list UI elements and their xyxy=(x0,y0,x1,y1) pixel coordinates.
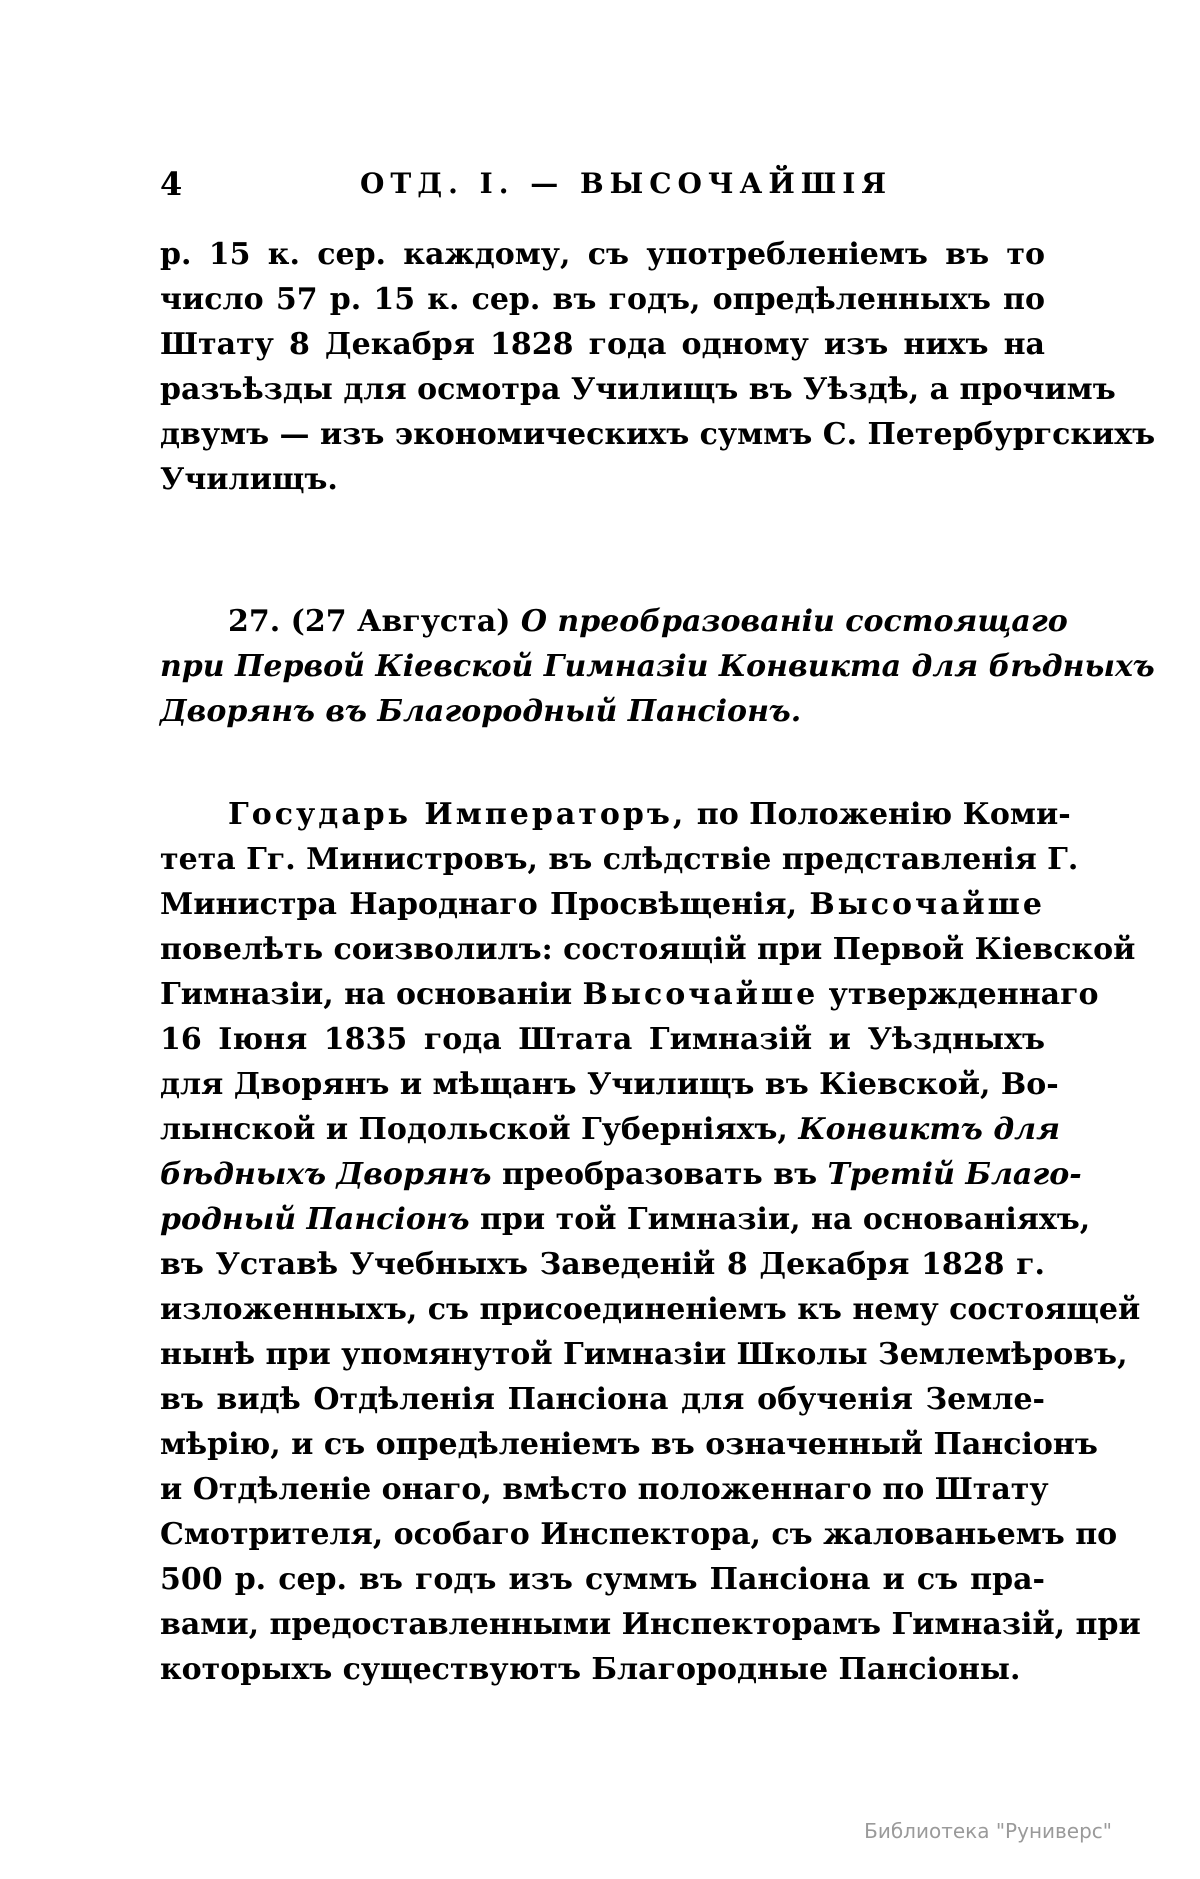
text-line: для Дворянъ и мѣщанъ Училищъ въ Кіевской, Во- xyxy=(160,1067,1059,1102)
text-line: 500 р. сер. въ годъ изъ суммъ Пансіона и съ пра- xyxy=(160,1562,1045,1597)
decree-heading-line-1 xyxy=(160,599,1068,644)
page-number: 4 xyxy=(160,165,183,203)
text-line: которыхъ существуютъ Благородные Пансіоны. xyxy=(160,1652,1021,1687)
decree-body xyxy=(160,792,1141,1692)
decree-number: 27. xyxy=(228,604,281,639)
decree-title-part-2: при Первой Кіевской Гимназіи Конвикта для бѣдныхъ xyxy=(160,649,1155,684)
text-line: мѣрію, и съ опредѣленіемъ въ означенный Пансіонъ xyxy=(160,1427,1098,1462)
page-header xyxy=(160,165,1050,205)
decree-date: (27 Августа) xyxy=(290,604,511,639)
text-line: бѣдныхъ Дворянъ преобразовать въ Третій Благо- xyxy=(160,1157,1082,1192)
library-watermark: Библиотека "Руниверс" xyxy=(864,1819,1112,1843)
text-line: въ Уставѣ Учебныхъ Заведеній 8 Декабря 1828 г. xyxy=(160,1247,1045,1282)
decree-heading xyxy=(160,599,1155,734)
text-line: двумъ — изъ экономическихъ суммъ С. Петербургскихъ xyxy=(160,417,1156,452)
text-line: вами, предоставленными Инспекторамъ Гимназій, при xyxy=(160,1607,1141,1642)
text-line: Смотрителя, особаго Инспектора, съ жалованьемъ по xyxy=(160,1517,1118,1552)
text-line: Гимназіи, на основаніи Высочайше утвержденнаго xyxy=(160,977,1099,1012)
text-line: изложенныхъ, съ присоединеніемъ къ нему состоящей xyxy=(160,1292,1141,1327)
text-line: въ видѣ Отдѣленія Пансіона для обученія Земле- xyxy=(160,1382,1045,1417)
text-line: родный Пансіонъ при той Гимназіи, на основаніяхъ, xyxy=(160,1202,1091,1237)
text-line: Министра Народнаго Просвѣщенія, Высочайше xyxy=(160,887,1045,922)
text-line: 16 Іюня 1835 года Штата Гимназій и Уѣздныхъ xyxy=(160,1022,1045,1057)
text-line: тета Гг. Министровъ, въ слѣдствіе представленія Г. xyxy=(160,842,1079,877)
continued-paragraph xyxy=(160,232,1156,502)
text-line: р. 15 к. сер. каждому, съ употребленіемъ въ то xyxy=(160,237,1045,272)
text-line: лынской и Подольской Губерніяхъ, Конвиктъ для xyxy=(160,1112,1061,1147)
running-head: ОТД. I. — ВЫСОЧАЙШІЯ xyxy=(360,167,893,200)
text-line: Училищъ. xyxy=(160,462,338,497)
emperor-title: Государь Императоръ, xyxy=(228,797,687,832)
text-line: нынѣ при упомянутой Гимназіи Школы Землемѣровъ, xyxy=(160,1337,1128,1372)
text-line: Штату 8 Декабря 1828 года одному изъ нихъ на xyxy=(160,327,1045,362)
text-line: повелѣть соизволилъ: состоящій при Первой Кіевской xyxy=(160,932,1136,967)
text-line: и Отдѣленіе онаго, вмѣсто положеннаго по Штату xyxy=(160,1472,1049,1507)
text-line: разъѣзды для осмотра Училищъ въ Уѣздѣ, а прочимъ xyxy=(160,372,1116,407)
text-line: число 57 р. 15 к. сер. въ годъ, опредѣленныхъ по xyxy=(160,282,1045,317)
text-line: Государь Императоръ, по Положенію Коми- xyxy=(228,797,1071,832)
decree-title-part-3: Дворянъ въ Благородный Пансіонъ. xyxy=(160,694,802,729)
decree-title-part-1: О преобразованіи состоящаго xyxy=(520,604,1068,639)
